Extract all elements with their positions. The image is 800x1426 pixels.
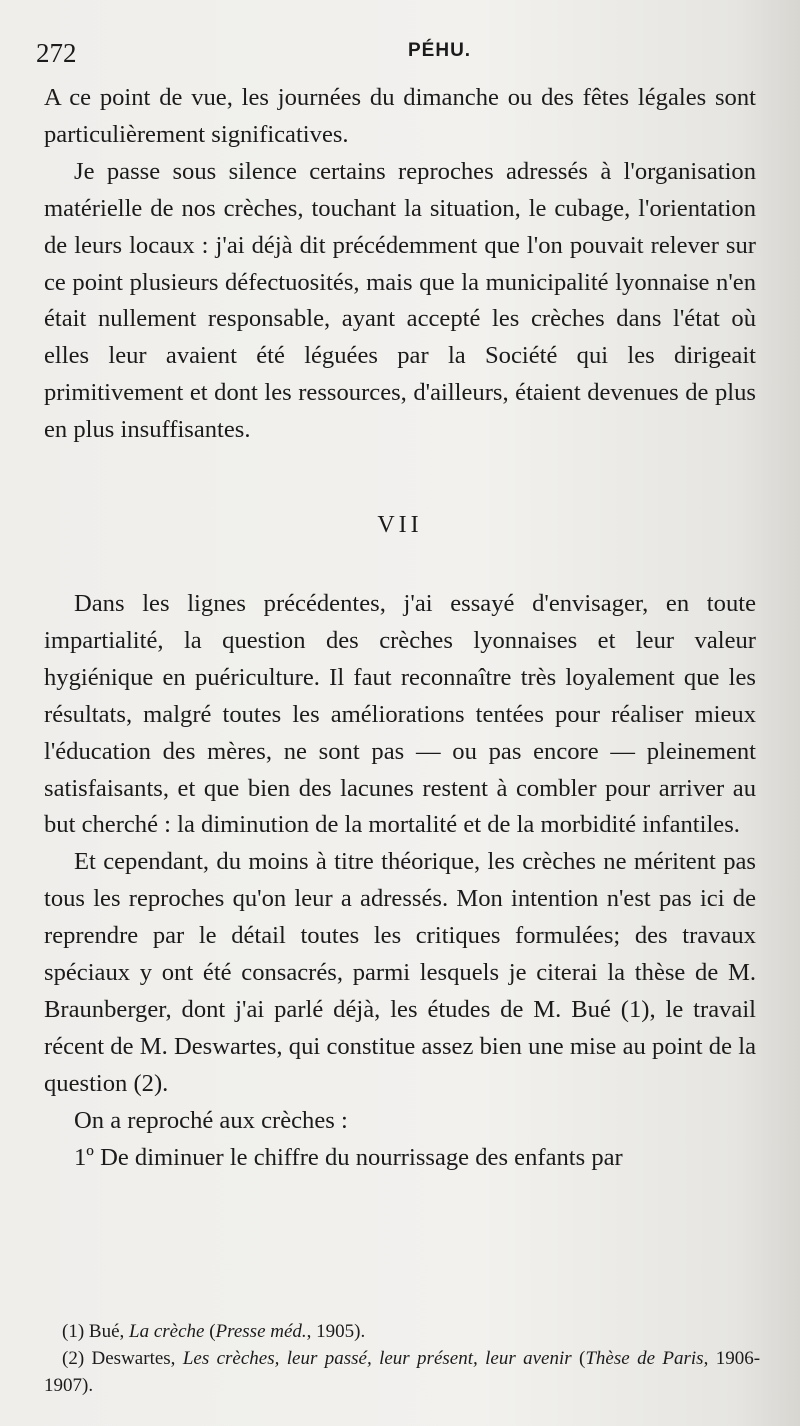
footnote-1: (1) Bué, La crèche (Presse méd., 1905).	[62, 1321, 366, 1342]
section-heading: VII	[377, 512, 423, 539]
body-text	[44, 80, 756, 1176]
page-number: 272	[36, 38, 77, 68]
section-paragraph-2: Et cependant, du moins à titre théorique, les crèches ne méritent pas tous les reproches qu'on leur a adressés. Mon intention n'est pas ici de reprendre par le détail toutes les critiques formulées; des travaux spéciaux y ont été consacrés, parmi lesquels je citerai la thèse de M. Braunberger, dont j'ai parlé déjà, les études de M. Bué (1), le travail récent de M. Deswartes, qui constitue assez bien une mise au point de la question (2).	[44, 848, 756, 1097]
page-header	[36, 34, 766, 74]
paragraph-2: Je passe sous silence certains reproches adressés à l'organisation matérielle de nos crèches, touchant la situation, le cubage, l'orientation de leurs locaux : j'ai déjà dit précédemment que l'on pouvait relever sur ce point plusieurs défectuosités, mais que la municipalité lyonnaise n'en était nullement responsable, ayant accepté les crèches dans l'état où elles leur avaient été léguées par la Société qui les dirigeait primitivement et dont les ressources, d'ailleurs, étaient devenues de plus en plus insuffisantes.	[44, 157, 756, 444]
section-paragraph-3: On a reproché aux crèches :	[74, 1106, 348, 1134]
section-paragraph-1: Dans les lignes précédentes, j'ai essayé d'envisager, en toute impartialité, la question des crèches lyonnaises et leur valeur hygiénique en puériculture. Il faut reconnaître très loyalement que les résultats, malgré toutes les améliorations tentées pour réaliser mieux l'éducation des mères, ne sont pas — ou pas encore — pleinement satisfaisants, et que bien des lacunes restent à combler pour arriver au but cherché : la diminution de la mortalité et de la morbidité infantiles.	[44, 589, 756, 839]
running-title: PÉHU.	[408, 40, 472, 61]
paragraph-1: A ce point de vue, les journées du dimanche ou des fêtes légales sont particulièrement significatives.	[44, 84, 756, 148]
footnote-2: (2) Deswartes, Les crèches, leur passé, leur présent, leur avenir (Thèse de Paris, 1906-1907).	[44, 1348, 761, 1396]
footnotes	[44, 1318, 760, 1399]
section-paragraph-4: 1º De diminuer le chiffre du nourrissage des enfants par	[74, 1143, 623, 1171]
